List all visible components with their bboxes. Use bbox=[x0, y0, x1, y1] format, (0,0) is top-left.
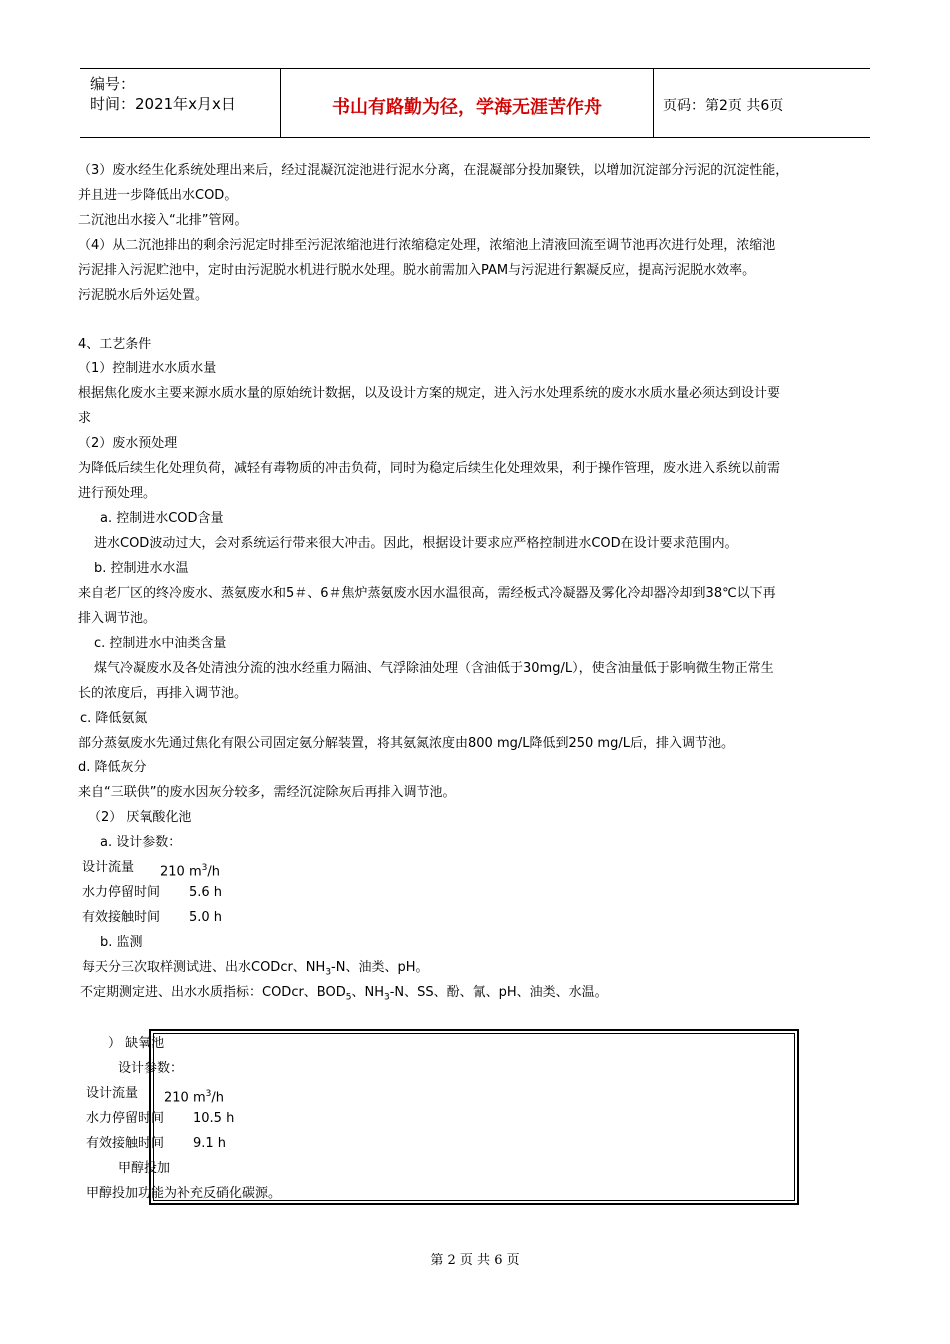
paragraph-line: 来自老厂区的终冷废水、蒸氨废水和5＃、6＃焦炉蒸氨废水因水温很高，需经板式冷凝器及雾化冷却器冷却到38℃以下再 bbox=[78, 586, 776, 601]
item-heading: c. 控制进水中油类含量 bbox=[94, 636, 227, 651]
subsection-heading: （2） 厌氧酸化池 bbox=[88, 810, 192, 825]
paragraph-line: 并且进一步降低出水COD。 bbox=[78, 188, 238, 203]
section-heading: 4、工艺条件 bbox=[78, 337, 152, 352]
param-label: 水力停留时间 bbox=[82, 885, 161, 900]
page-code: 页码：第2页 共6页 bbox=[663, 98, 784, 114]
item-heading: 设计参数： bbox=[118, 1061, 184, 1076]
paragraph-line: 为降低后续生化处理负荷，减轻有毒物质的冲击负荷，同时为稳定后续生化处理效果，利于操作管理，废水进入系统以前需 bbox=[78, 461, 781, 476]
time-label: 时间：2021年x月x日 bbox=[90, 95, 236, 113]
paragraph-line: （4）从二沉池排出的剩余污泥定时排至污泥浓缩池进行浓缩稳定处理，浓缩池上清液回流至调节池再次进行处理，浓缩池 bbox=[78, 238, 776, 253]
param-value: 5.6 h bbox=[189, 885, 223, 900]
paragraph-line: 二沉池出水接入“北排”管网。 bbox=[78, 213, 248, 228]
param-value: 210 $m^3/h$ bbox=[160, 863, 220, 880]
header-left-cell bbox=[80, 69, 280, 137]
page-header bbox=[80, 68, 870, 138]
item-heading: a. 设计参数： bbox=[100, 835, 182, 850]
item-heading: a. 控制进水COD含量 bbox=[100, 511, 224, 526]
paragraph-line: 求 bbox=[78, 411, 92, 426]
paragraph-line: 不定期测定进、出水水质指标：CODcr、$BOD_5$、$NH_3-N$、SS、酚、氰、pH、油类、水温。 bbox=[80, 985, 608, 1003]
paragraph-line: （3）废水经生化系统处理出来后，经过混凝沉淀池进行泥水分离，在混凝部分投加聚铁，以增加沉淀部分污泥的沉淀性能， bbox=[78, 163, 789, 178]
param-value: 10.5 h bbox=[193, 1111, 235, 1126]
param-label: 设计流量 bbox=[82, 860, 135, 875]
param-value: 5.0 h bbox=[189, 910, 223, 925]
paragraph-line: 来自“三联供”的废水因灰分较多，需经沉淀除灰后再排入调节池。 bbox=[78, 785, 456, 800]
param-label: 有效接触时间 bbox=[86, 1136, 165, 1151]
item-heading: c. 降低氨氮 bbox=[80, 711, 148, 726]
subsection-heading: ） 缺氧池 bbox=[108, 1036, 165, 1051]
item-heading: d. 降低灰分 bbox=[78, 760, 147, 775]
item-heading: b. 控制进水水温 bbox=[94, 561, 189, 576]
paragraph-line: 进行预处理。 bbox=[78, 486, 157, 501]
paragraph-line: 污泥脱水后外运处置。 bbox=[78, 288, 209, 303]
item-heading: b. 监测 bbox=[100, 935, 143, 950]
serial-label: 编号： bbox=[90, 75, 136, 93]
motto: 书山有路勤为径，学海无涯苦作舟 bbox=[332, 97, 602, 118]
paragraph-line: 部分蒸氨废水先通过焦化有限公司固定氨分解装置，将其氨氮浓度由800 mg/L降低到250 mg/L后，排入调节池。 bbox=[78, 736, 734, 751]
subsection-heading: （1）控制进水水质水量 bbox=[78, 361, 217, 376]
param-label: 有效接触时间 bbox=[82, 910, 161, 925]
item-heading: 甲醇投加 bbox=[118, 1161, 171, 1176]
subsection-heading: （2）废水预处理 bbox=[78, 436, 178, 451]
page-footer: 第 2 页 共 6 页 bbox=[430, 1253, 520, 1268]
param-label: 设计流量 bbox=[86, 1086, 139, 1101]
bordered-frame bbox=[149, 1029, 799, 1205]
paragraph-line: 甲醇投加功能为补充反硝化碳源。 bbox=[86, 1186, 282, 1201]
paragraph-line: 煤气冷凝废水及各处清浊分流的浊水经重力隔油、气浮除油处理（含油低于30mg/L），使含油量低于影响微生物正常生 bbox=[94, 661, 774, 676]
paragraph-line: 长的浓度后，再排入调节池。 bbox=[78, 686, 248, 701]
paragraph-line: 污泥排入污泥贮池中，定时由污泥脱水机进行脱水处理。脱水前需加入PAM与污泥进行絮凝反应，提高污泥脱水效率。 bbox=[78, 263, 756, 278]
header-page-cell bbox=[653, 69, 870, 137]
header-motto-cell bbox=[280, 69, 654, 137]
paragraph-line: 根据焦化废水主要来源水质水量的原始统计数据，以及设计方案的规定，进入污水处理系统的废水水质水量必须达到设计要 bbox=[78, 386, 781, 401]
paragraph-line: 每天分三次取样测试进、出水CODcr、$NH_3-N$、油类、pH。 bbox=[82, 960, 429, 978]
paragraph-line: 进水COD波动过大，会对系统运行带来很大冲击。因此，根据设计要求应严格控制进水COD在设计要求范围内。 bbox=[94, 536, 738, 551]
param-value: 210 $m^3/h$ bbox=[164, 1089, 224, 1106]
paragraph-line: 排入调节池。 bbox=[78, 611, 157, 626]
param-label: 水力停留时间 bbox=[86, 1111, 165, 1126]
param-value: 9.1 h bbox=[193, 1136, 227, 1151]
